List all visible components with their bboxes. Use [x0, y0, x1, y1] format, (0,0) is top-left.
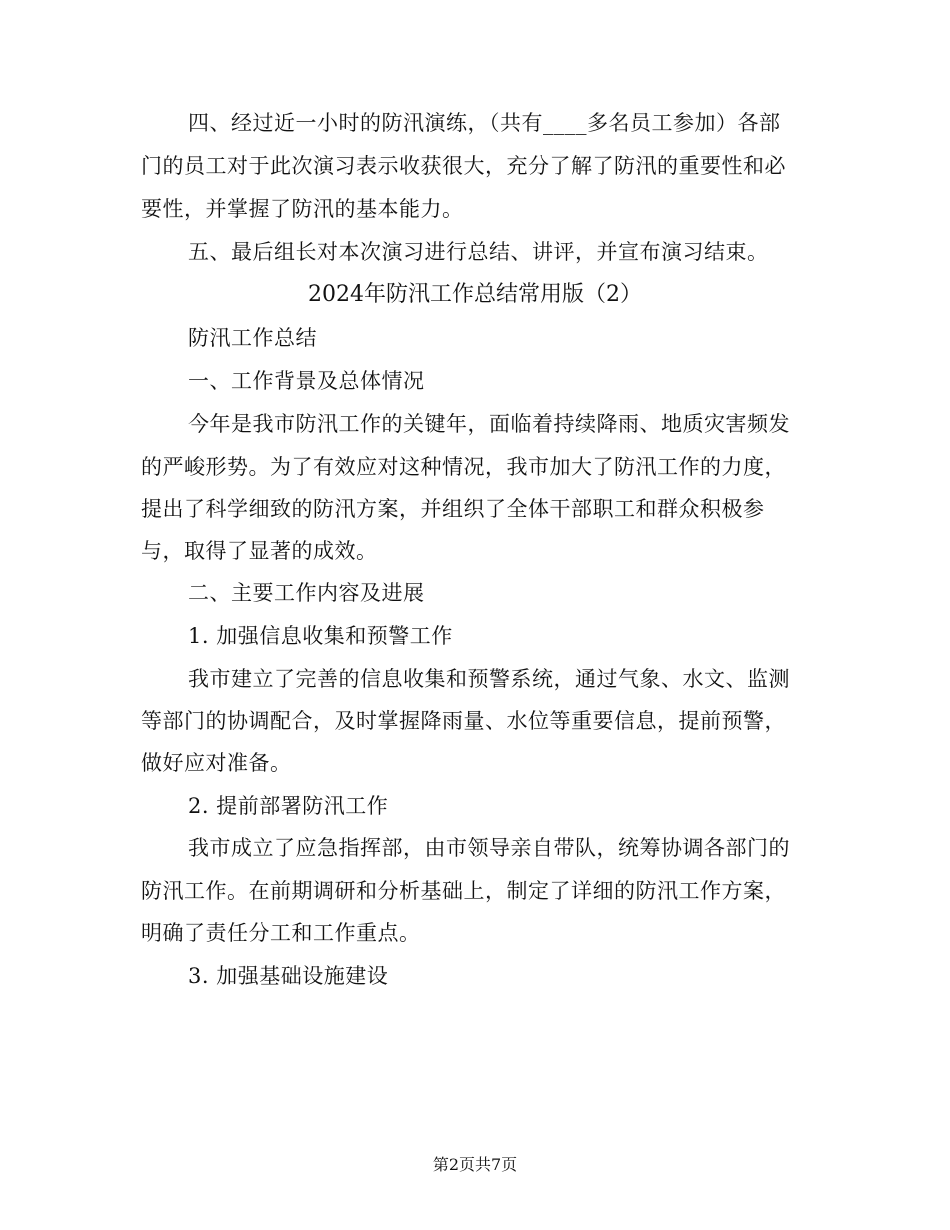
- section-1-paragraph-line-3: 提出了科学细致的防汛方案，并组织了全体干部职工和群众积极参: [141, 497, 765, 521]
- item-2-paragraph-line-3: 明确了责任分工和工作重点。: [141, 921, 421, 945]
- section-1-heading: 一、工作背景及总体情况: [188, 369, 425, 393]
- item-3-heading: 3. 加强基础设施建设: [188, 964, 389, 988]
- item-2-heading: 2. 提前部署防汛工作: [188, 794, 389, 818]
- item-2-paragraph-line-2: 防汛工作。在前期调研和分析基础上，制定了详细的防汛工作方案，: [141, 879, 786, 903]
- section-2-heading: 二、主要工作内容及进展: [188, 581, 425, 605]
- summary-heading: 防汛工作总结: [188, 326, 317, 350]
- item-2-paragraph-line-1: 我市成立了应急指挥部，由市领导亲自带队，统筹协调各部门的: [188, 836, 790, 860]
- section-1-paragraph-line-1: 今年是我市防汛工作的关键年，面临着持续降雨、地质灾害频发: [188, 412, 790, 436]
- paragraph-5-line-1: 五、最后组长对本次演习进行总结、讲评，并宣布演习结束。: [188, 240, 769, 264]
- item-1-heading: 1. 加强信息收集和预警工作: [188, 624, 453, 648]
- section-1-paragraph-line-2: 的严峻形势。为了有效应对这种情况，我市加大了防汛工作的力度，: [141, 455, 786, 479]
- paragraph-4-line-1: 四、经过近一小时的防汛演练，（共有____多名员工参加）各部: [188, 111, 781, 135]
- document-title: 2024年防汛工作总结常用版（2）: [308, 282, 642, 307]
- item-1-paragraph-line-1: 我市建立了完善的信息收集和预警系统，通过气象、水文、监测: [188, 667, 790, 691]
- page-number-footer: 第2页共7页: [432, 1155, 518, 1174]
- paragraph-4-line-3: 要性，并掌握了防汛的基本能力。: [141, 197, 464, 221]
- item-1-paragraph-line-3: 做好应对准备。: [141, 751, 292, 775]
- item-1-paragraph-line-2: 等部门的协调配合，及时掌握降雨量、水位等重要信息，提前预警，: [141, 709, 786, 733]
- paragraph-4-line-2: 门的员工对于此次演习表示收获很大，充分了解了防汛的重要性和必: [141, 154, 786, 178]
- section-1-paragraph-line-4: 与，取得了显著的成效。: [141, 539, 378, 563]
